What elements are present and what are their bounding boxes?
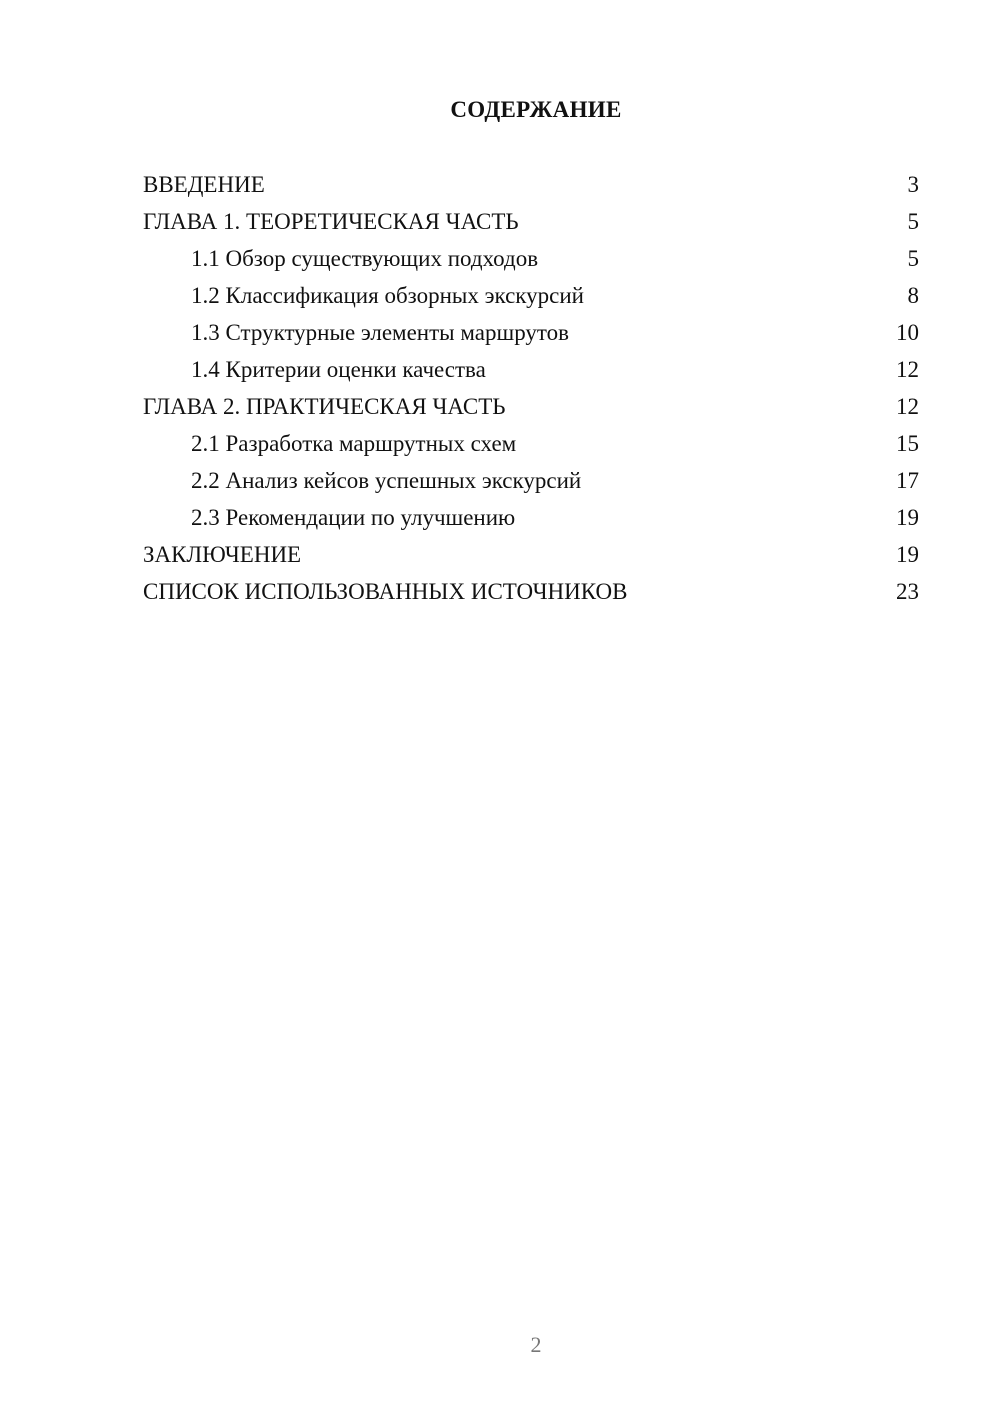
- toc-entry-title: 1.2 Классификация обзорных экскурсий: [191, 283, 584, 308]
- toc-entry-title: 1.1 Обзор существующих подходов: [191, 246, 539, 271]
- toc-entry-title: 1.3 Структурные элементы маршрутов: [191, 320, 569, 345]
- toc-entry-page: 12: [896, 394, 919, 419]
- toc-entry-page: 17: [896, 468, 919, 493]
- toc-entry-page: 5: [907, 209, 919, 234]
- toc-entry-introduction[interactable]: [143, 166, 919, 203]
- toc-entry-conclusion[interactable]: [143, 536, 919, 573]
- toc-entry-section-1-3[interactable]: [143, 314, 919, 351]
- toc-entry-section-2-1[interactable]: [143, 425, 919, 462]
- toc-entry-section-2-3[interactable]: [143, 499, 919, 536]
- toc-entry-page: 19: [896, 505, 919, 530]
- toc-entry-title: 2.3 Рекомендации по улучшению: [191, 505, 516, 530]
- toc-entry-title: ЗАКЛЮЧЕНИЕ: [143, 542, 302, 567]
- table-of-contents: [143, 166, 919, 610]
- toc-entry-title: ВВЕДЕНИЕ: [143, 172, 265, 197]
- toc-entry-page: 23: [896, 579, 919, 604]
- toc-entry-chapter-2[interactable]: [143, 388, 919, 425]
- toc-entry-page: 19: [896, 542, 919, 567]
- toc-entry-references[interactable]: [143, 573, 919, 610]
- toc-entry-page: 3: [907, 172, 919, 197]
- toc-entry-title: 2.1 Разработка маршрутных схем: [191, 431, 517, 456]
- toc-heading: СОДЕРЖАНИЕ: [450, 97, 622, 122]
- toc-entry-page: 12: [896, 357, 919, 382]
- toc-entry-page: 10: [896, 320, 919, 345]
- toc-entry-section-1-2[interactable]: [143, 277, 919, 314]
- toc-entry-page: 15: [896, 431, 919, 456]
- toc-entry-page: 5: [907, 246, 919, 271]
- toc-entry-section-1-1[interactable]: [143, 240, 919, 277]
- page-number: 2: [530, 1332, 542, 1357]
- toc-entry-title: ГЛАВА 2. ПРАКТИЧЕСКАЯ ЧАСТЬ: [143, 394, 506, 419]
- toc-entry-page: 8: [907, 283, 919, 308]
- toc-entry-section-1-4[interactable]: [143, 351, 919, 388]
- toc-entry-section-2-2[interactable]: [143, 462, 919, 499]
- toc-entry-title: 2.2 Анализ кейсов успешных экскурсий: [191, 468, 582, 493]
- toc-entry-title: СПИСОК ИСПОЛЬЗОВАННЫХ ИСТОЧНИКОВ: [143, 579, 628, 604]
- toc-entry-title: 1.4 Критерии оценки качества: [191, 357, 486, 382]
- toc-entry-title: ГЛАВА 1. ТЕОРЕТИЧЕСКАЯ ЧАСТЬ: [143, 209, 519, 234]
- toc-entry-chapter-1[interactable]: [143, 203, 919, 240]
